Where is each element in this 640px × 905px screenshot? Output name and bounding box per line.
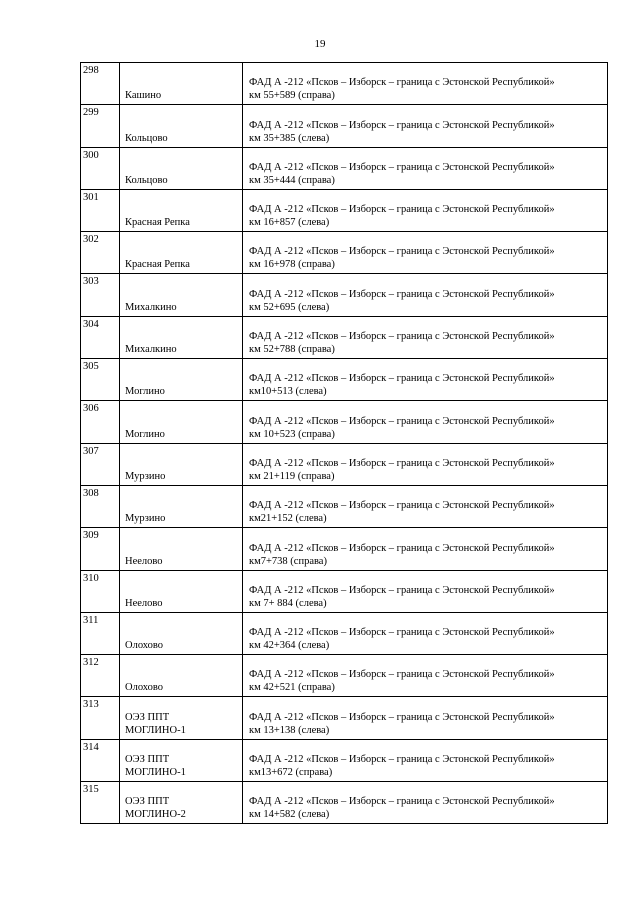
- road-name: ФАД А -212 «Псков – Изборск – граница с Эстонской Республикой»: [249, 161, 555, 173]
- row-number-cell: [81, 485, 120, 527]
- table-row: [81, 105, 608, 147]
- row-number-cell: [81, 655, 120, 697]
- table-row: [81, 528, 608, 570]
- road-kilometer: км 52+695 (слева): [249, 301, 330, 313]
- road-location-cell: [243, 274, 608, 316]
- row-number: 314: [83, 741, 99, 753]
- settlement-name: ОЭЗ ППТ МОГЛИНО-2: [125, 796, 186, 821]
- settlement-cell: [120, 528, 243, 570]
- road-kilometer: км7+738 (справа): [249, 555, 327, 567]
- row-number: 313: [83, 699, 99, 711]
- table-row: [81, 63, 608, 105]
- road-location-cell: [243, 782, 608, 824]
- road-kilometer: км13+672 (справа): [249, 767, 333, 779]
- road-location-cell: [243, 697, 608, 739]
- row-number-cell: [81, 189, 120, 231]
- road-location-cell: [243, 739, 608, 781]
- settlement-name: Олохово: [125, 682, 164, 694]
- settlement-cell: [120, 655, 243, 697]
- row-number: 306: [83, 403, 99, 415]
- road-location: [249, 457, 605, 483]
- row-number-cell: [81, 697, 120, 739]
- settlement-name: Михалкино: [125, 344, 177, 356]
- road-name: ФАД А -212 «Псков – Изборск – граница с Эстонской Республикой»: [249, 627, 555, 639]
- road-name: ФАД А -212 «Псков – Изборск – граница с Эстонской Республикой»: [249, 288, 555, 300]
- settlement-cell: [120, 274, 243, 316]
- row-number: 315: [83, 784, 99, 796]
- row-number: 310: [83, 572, 99, 584]
- settlement-name: Моглино: [125, 386, 165, 398]
- settlement-cell: [120, 63, 243, 105]
- road-kilometer: км 35+385 (слева): [249, 132, 330, 144]
- road-location: [249, 542, 605, 568]
- row-number-cell: [81, 570, 120, 612]
- road-location: [249, 161, 605, 187]
- road-location-cell: [243, 147, 608, 189]
- bus-stops-table: [80, 62, 608, 824]
- road-kilometer: км 35+444 (справа): [249, 174, 335, 186]
- road-location-cell: [243, 63, 608, 105]
- settlement-name: Красная Репка: [125, 217, 190, 229]
- road-location: [249, 626, 605, 652]
- road-location-cell: [243, 189, 608, 231]
- road-name: ФАД А -212 «Псков – Изборск – граница с Эстонской Республикой»: [249, 754, 555, 766]
- road-name: ФАД А -212 «Псков – Изборск – граница с Эстонской Республикой»: [249, 500, 555, 512]
- table-row: [81, 739, 608, 781]
- road-kilometer: км 13+138 (слева): [249, 724, 330, 736]
- settlement-cell: [120, 612, 243, 654]
- table-row: [81, 655, 608, 697]
- road-location-cell: [243, 528, 608, 570]
- row-number: 312: [83, 657, 99, 669]
- road-name: ФАД А -212 «Псков – Изборск – граница с Эстонской Республикой»: [249, 457, 555, 469]
- table-row: [81, 697, 608, 739]
- road-name: ФАД А -212 «Псков – Изборск – граница с Эстонской Республикой»: [249, 542, 555, 554]
- table-row: [81, 274, 608, 316]
- row-number-cell: [81, 147, 120, 189]
- settlement-cell: [120, 782, 243, 824]
- road-location: [249, 711, 605, 737]
- road-location-cell: [243, 655, 608, 697]
- settlement-cell: [120, 316, 243, 358]
- road-kilometer: км 14+582 (слева): [249, 809, 330, 821]
- road-location: [249, 668, 605, 694]
- road-name: ФАД А -212 «Псков – Изборск – граница с Эстонской Республикой»: [249, 711, 555, 723]
- road-kilometer: км21+152 (слева): [249, 513, 327, 525]
- page-number: 19: [314, 38, 326, 50]
- settlement-cell: [120, 697, 243, 739]
- settlement-name: Неелово: [125, 555, 163, 567]
- road-kilometer: км 21+119 (справа): [249, 470, 335, 482]
- road-name: ФАД А -212 «Псков – Изборск – граница с Эстонской Республикой»: [249, 77, 555, 89]
- row-number-cell: [81, 401, 120, 443]
- settlement-cell: [120, 739, 243, 781]
- road-name: ФАД А -212 «Псков – Изборск – граница с Эстонской Республикой»: [249, 796, 555, 808]
- road-name: ФАД А -212 «Псков – Изборск – граница с Эстонской Республикой»: [249, 331, 555, 343]
- row-number-cell: [81, 232, 120, 274]
- road-location: [249, 584, 605, 610]
- row-number-cell: [81, 443, 120, 485]
- row-number-cell: [81, 105, 120, 147]
- road-kilometer: км10+513 (слева): [249, 386, 327, 398]
- road-location: [249, 372, 605, 398]
- row-number-cell: [81, 528, 120, 570]
- table-row: [81, 359, 608, 401]
- road-name: ФАД А -212 «Псков – Изборск – граница с Эстонской Республикой»: [249, 584, 555, 596]
- road-location-cell: [243, 485, 608, 527]
- row-number-cell: [81, 274, 120, 316]
- settlement-cell: [120, 485, 243, 527]
- road-kilometer: км 52+788 (справа): [249, 344, 335, 356]
- road-kilometer: км 7+ 884 (слева): [249, 597, 327, 609]
- settlement-name: ОЭЗ ППТ МОГЛИНО-1: [125, 711, 186, 736]
- road-location: [249, 415, 605, 441]
- road-location: [249, 203, 605, 229]
- table-row: [81, 189, 608, 231]
- settlement-cell: [120, 443, 243, 485]
- road-name: ФАД А -212 «Псков – Изборск – граница с Эстонской Республикой»: [249, 373, 555, 385]
- table-row: [81, 612, 608, 654]
- settlement-name: ОЭЗ ППТ МОГЛИНО-1: [125, 754, 186, 779]
- row-number: 307: [83, 445, 99, 457]
- road-location: [249, 119, 605, 145]
- settlement-cell: [120, 189, 243, 231]
- road-kilometer: км 42+364 (слева): [249, 640, 330, 652]
- row-number: 298: [83, 65, 99, 76]
- row-number: 304: [83, 318, 99, 330]
- table-row: [81, 485, 608, 527]
- table-row: [81, 443, 608, 485]
- road-name: ФАД А -212 «Псков – Изборск – граница с Эстонской Республикой»: [249, 204, 555, 216]
- settlement-cell: [120, 105, 243, 147]
- settlement-name: Кольцово: [125, 174, 168, 186]
- settlement-name: Мурзино: [125, 470, 166, 482]
- row-number: 301: [83, 191, 99, 203]
- row-number: 300: [83, 149, 99, 161]
- row-number-cell: [81, 316, 120, 358]
- row-number: 309: [83, 530, 99, 542]
- row-number-cell: [81, 739, 120, 781]
- settlement-name: Олохово: [125, 640, 164, 652]
- row-number: 305: [83, 361, 99, 373]
- table-row: [81, 147, 608, 189]
- settlement-cell: [120, 147, 243, 189]
- settlement-name: Мурзино: [125, 513, 166, 525]
- settlement-cell: [120, 232, 243, 274]
- settlement-name: Красная Репка: [125, 259, 190, 271]
- road-name: ФАД А -212 «Псков – Изборск – граница с Эстонской Республикой»: [249, 415, 555, 427]
- settlement-name: Михалкино: [125, 301, 177, 313]
- row-number-cell: [81, 782, 120, 824]
- road-location: [249, 795, 605, 821]
- settlement-cell: [120, 401, 243, 443]
- road-location: [249, 288, 605, 314]
- row-number-cell: [81, 612, 120, 654]
- road-location: [249, 76, 605, 102]
- settlement-name: Кашино: [125, 90, 162, 102]
- settlement-cell: [120, 359, 243, 401]
- row-number: 302: [83, 234, 99, 246]
- road-location-cell: [243, 316, 608, 358]
- road-kilometer: км 10+523 (справа): [249, 428, 335, 440]
- road-name: ФАД А -212 «Псков – Изборск – граница с Эстонской Республикой»: [249, 246, 555, 258]
- settlement-name: Кольцово: [125, 132, 168, 144]
- row-number-cell: [81, 359, 120, 401]
- settlement-name: Неелово: [125, 597, 163, 609]
- row-number: 308: [83, 487, 99, 499]
- settlement-name: Моглино: [125, 428, 165, 440]
- road-location: [249, 245, 605, 271]
- row-number: 311: [83, 614, 99, 626]
- road-location-cell: [243, 612, 608, 654]
- road-kilometer: км 42+521 (справа): [249, 682, 335, 694]
- row-number-cell: [81, 63, 120, 105]
- table-body: [81, 63, 608, 824]
- table-row: [81, 401, 608, 443]
- road-location-cell: [243, 359, 608, 401]
- road-location-cell: [243, 443, 608, 485]
- road-location-cell: [243, 232, 608, 274]
- table-row: [81, 316, 608, 358]
- road-kilometer: км 16+857 (слева): [249, 217, 330, 229]
- table-row: [81, 232, 608, 274]
- table-row: [81, 782, 608, 824]
- row-number: 299: [83, 107, 99, 119]
- row-number: 303: [83, 276, 99, 288]
- road-name: ФАД А -212 «Псков – Изборск – граница с Эстонской Республикой»: [249, 119, 555, 131]
- road-kilometer: км 16+978 (справа): [249, 259, 335, 271]
- road-location: [249, 753, 605, 779]
- road-location-cell: [243, 570, 608, 612]
- settlement-cell: [120, 570, 243, 612]
- road-location: [249, 330, 605, 356]
- road-name: ФАД А -212 «Псков – Изборск – граница с Эстонской Республикой»: [249, 669, 555, 681]
- road-location-cell: [243, 105, 608, 147]
- road-kilometer: км 55+589 (справа): [249, 90, 335, 102]
- road-location: [249, 499, 605, 525]
- table-row: [81, 570, 608, 612]
- road-location-cell: [243, 401, 608, 443]
